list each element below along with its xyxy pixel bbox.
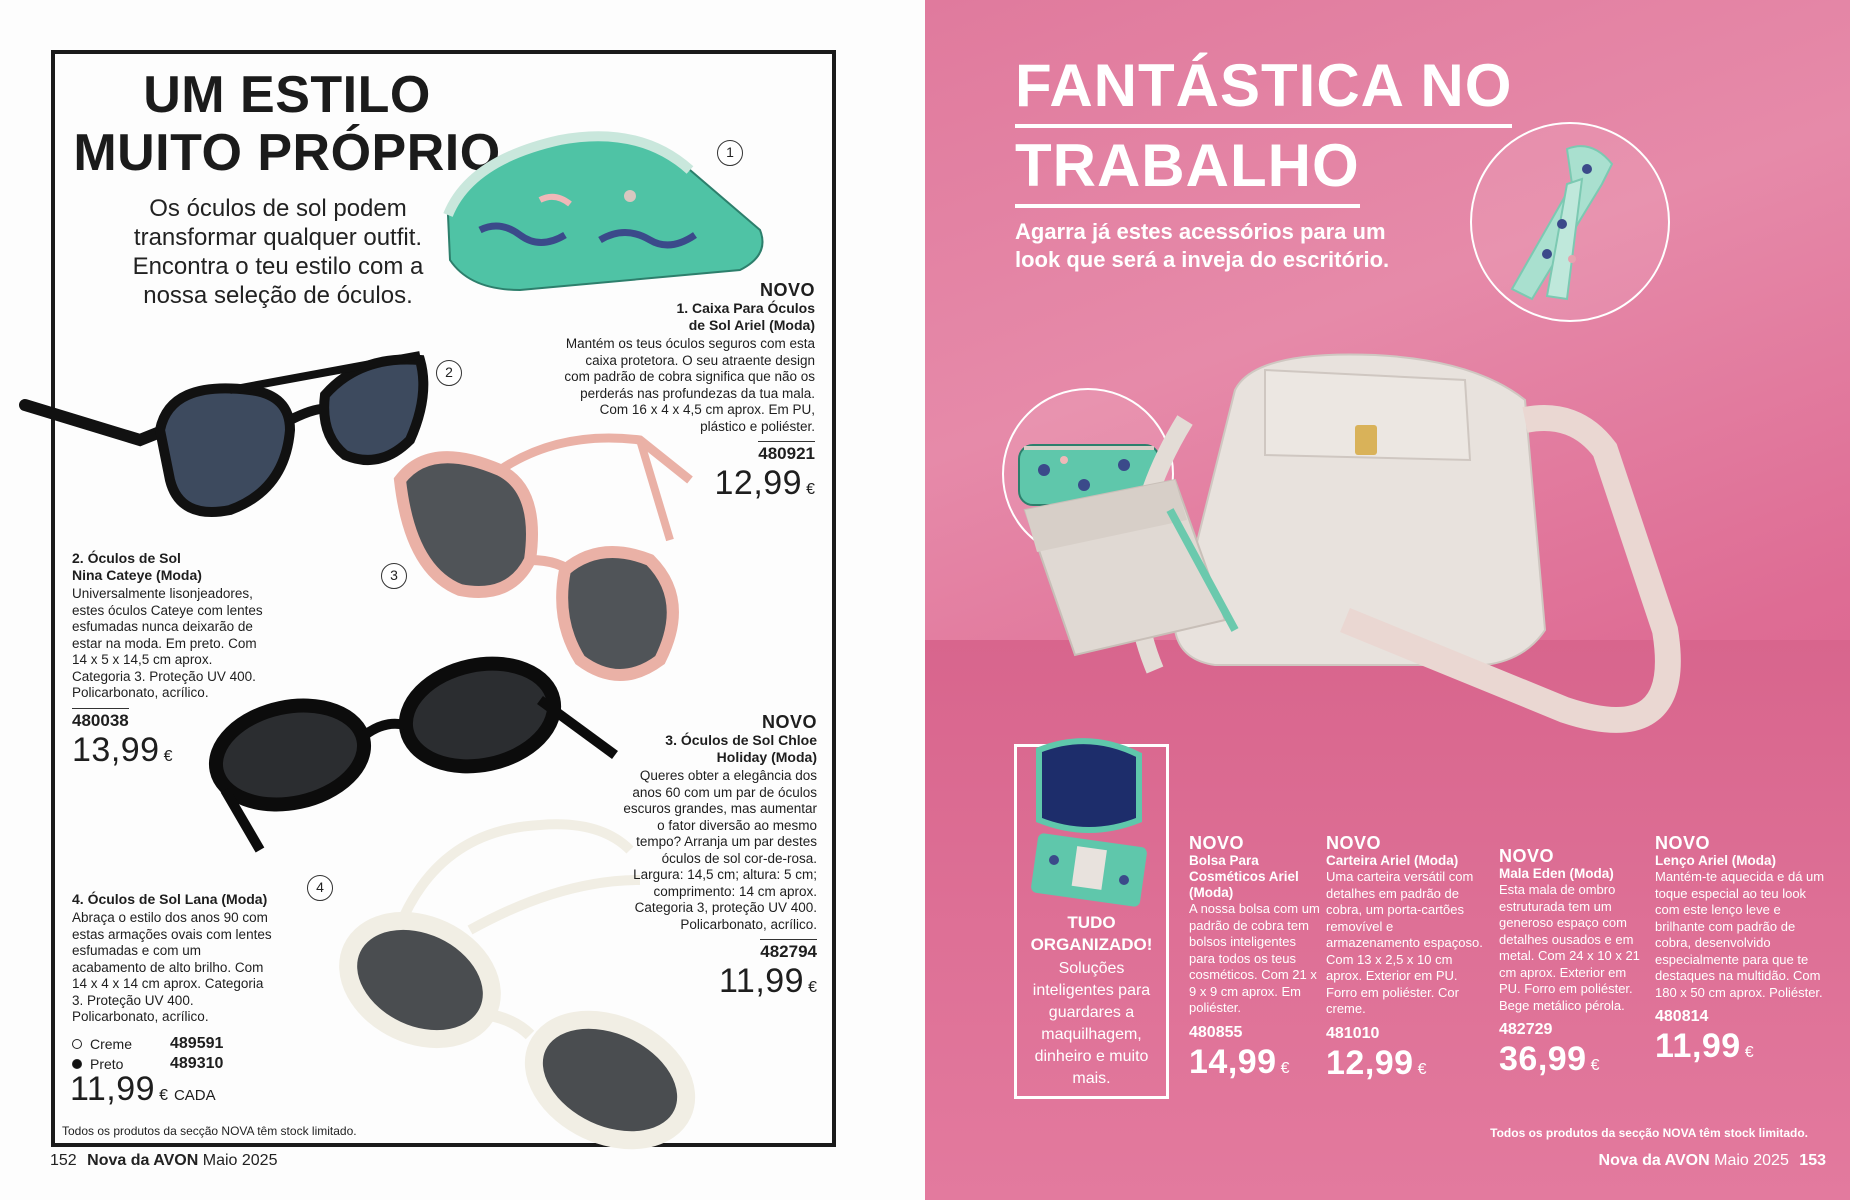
new-badge: NOVO [759,280,815,300]
product-name-line-2: Holiday (Moda) [716,749,817,765]
variant-row[interactable] [72,1034,292,1054]
stock-disclaimer: Todos os produtos da secção NOVA têm stock limitado. [62,1124,357,1138]
glasses-case-image [448,136,763,290]
product-name-line-2: de Sol Ariel (Moda) [688,317,815,333]
handbag-wallet-image [925,330,1850,780]
preto-swatch-icon [72,1059,82,1069]
product-code: 480814 [1655,1008,1709,1025]
product-price: 13,99 [72,730,160,769]
product-code: 480038 [72,708,129,731]
product-number-2: 2 [436,360,462,386]
issue-date: Maio 2025 [1714,1152,1789,1169]
title-line-1: FANTÁSTICA NO [1015,48,1512,128]
left-intro: Os óculos de sol podem transformar qualquer outfit. Encontra o teu estilo com a nossa seleção de óculos. [132,195,424,309]
currency: € [808,979,817,996]
product-price: 11,99 [1655,1027,1741,1065]
product-mala-block [1499,846,1649,1078]
product-price: 12,99 [714,464,803,502]
currency: € [806,481,815,498]
product-description: A nossa bolsa com um padrão de cobra tem bolsos inteligentes para todos os teus cosméticos. Com 21 x 9 x 9 cm aprox. Em poliéster. [1189,901,1320,1015]
product-number-4: 4 [307,875,333,901]
right-subtitle: Agarra já estes acessórios para um look que será a inveja do escritório. [1015,219,1390,272]
page-number: 152 [50,1152,77,1169]
product-price: 12,99 [1326,1043,1414,1082]
product-description: Universalmente lisonjeadores, estes óculos Cateye com lentes esfumadas nunca deixarão de estar na moda. Em preto. Com 14 x 5 x 14,5 cm aprox. Categoria 3. Proteção UV 400. Policarbonato, acrílico. [72,586,263,700]
product-description: Mantém os teus óculos seguros com esta caixa protetora. O seu atraente design com padrão de cobra significa que não os perderás nas profundezas da tua mala. Com 16 x 4 x 4,5 cm aprox. Em PU, plástico e poliéster. [564,336,815,434]
product-name-line-2: Nina Cateye (Moda) [72,567,202,583]
product-name: Mala Eden (Moda) [1499,866,1614,881]
product-price: 11,99 [719,962,805,1000]
product-4-price [70,1070,216,1108]
organizer-image [1029,730,1154,910]
variant-code: 489310 [170,1055,224,1072]
product-number-1: 1 [717,140,743,166]
page-footer [1599,1152,1826,1170]
new-badge: NOVO [1326,833,1382,853]
currency: € [1280,1059,1290,1077]
variant-code: 489591 [170,1035,224,1052]
tudo-organizado-title [1017,912,1166,956]
product-bolsa-block [1189,833,1324,1081]
product-3-block [620,712,817,1000]
page-footer [50,1152,277,1170]
stock-disclaimer: Todos os produtos da secção NOVA têm stock limitado. [1490,1126,1808,1140]
title-line-1: UM ESTILO [143,66,431,124]
product-description: Queres obter a elegância dos anos 60 com um par de óculos escuros grandes, mas aumentar o fator diversão ao mesmo tempo? Arranja um par destes óculos de sol cor-de-rosa. Largura: 14,5 cm; altura: 5 cm; comprimento: 14 cm aprox. Categoria 3, proteção UV 400. Policarbonato, acrílico. [623,768,817,932]
issue-date: Maio 2025 [202,1152,278,1169]
new-badge: NOVO [1189,833,1245,853]
currency: € [159,1087,168,1104]
product-name: Lenço Ariel (Moda) [1655,853,1777,868]
new-badge: NOVO [761,712,817,732]
new-badge: NOVO [1499,846,1555,866]
product-2-block [72,550,272,769]
product-4-block [72,891,272,1026]
creme-swatch-icon [72,1039,82,1049]
brand-name: Nova da AVON [1598,1152,1710,1169]
product-carteira-block [1326,833,1486,1082]
currency: € [163,747,173,765]
product-lenco-block [1655,833,1825,1065]
black-cateye-sunglasses-image [25,355,423,512]
right-page [925,0,1850,1200]
price-suffix: CADA [173,1087,216,1104]
tudo-organizado-text: Soluções inteligentes para guardares a maquilhagem, dinheiro e muito mais. [1032,960,1151,1087]
currency: € [1417,1060,1427,1078]
product-code: 482729 [1499,1021,1553,1038]
right-page-title [1015,48,1512,208]
variant-name: Preto [90,1056,124,1072]
product-description: Mantém-te aquecida e dá um toque especial ao teu look com este lenço leve e brilhante com padrão de cobra, desenvolvido especialmente para que te destaques na multidão. Com 180 x 50 cm aprox. Poliéster. [1655,869,1825,1000]
currency: € [1744,1044,1754,1061]
product-description: Abraça o estilo dos anos 90 com estas armações ovais com lentes esfumadas e com um acabamento de alto brilho. Com 14 x 4 x 14 cm aprox. Categoria 3. Proteção UV 400. Policarbonato, acrílico. [72,910,272,1024]
brand-name: Nova da AVON [87,1152,199,1169]
page-number: 153 [1799,1152,1826,1169]
product-description: Uma carteira versátil com detalhes em padrão de cobra, um porta-cartões removível e armazenamento espaçoso. Com 13 x 2,5 x 10 cm aprox. Exterior em PU. Forro em poliéster. Cor creme. [1326,869,1483,1016]
product-price: 36,99 [1499,1040,1587,1078]
scarf-circle [1470,122,1670,322]
variant-name: Creme [90,1036,133,1052]
scarf-image [1472,124,1670,322]
product-name: Bolsa Para Cosméticos Ariel (Moda) [1189,853,1299,900]
product-name-line-1: 1. Caixa Para Óculos [676,300,815,316]
currency: € [1590,1057,1600,1074]
product-price: 11,99 [70,1070,156,1108]
product-1-block [560,280,815,502]
product-number-3: 3 [381,563,407,589]
title-line-2: MUITO PRÓPRIO [73,124,501,182]
product-description: Esta mala de ombro estruturada tem um generoso espaço com detalhes ousados e em metal. Com 24 x 10 x 21 cm aprox. Exterior em PU. Forro em poliéster. Bege metálico pérola. [1499,882,1640,1013]
product-code: 480855 [1189,1023,1243,1041]
product-name: Carteira Ariel (Moda) [1326,853,1459,868]
new-badge: NOVO [1655,833,1711,853]
product-price: 14,99 [1189,1042,1277,1081]
product-name: 4. Óculos de Sol Lana (Moda) [72,891,268,907]
tudo-title-line-1: TUDO [1067,913,1116,932]
product-name-line-1: 2. Óculos de Sol [72,550,181,566]
tudo-title-line-2: ORGANIZADO! [1030,935,1153,954]
color-variants [72,1034,292,1074]
product-code: 482794 [760,939,817,962]
product-code: 480921 [758,441,815,464]
title-line-2: TRABALHO [1015,128,1360,208]
product-name-line-1: 3. Óculos de Sol Chloe [665,732,817,748]
product-code: 481010 [1326,1024,1380,1042]
